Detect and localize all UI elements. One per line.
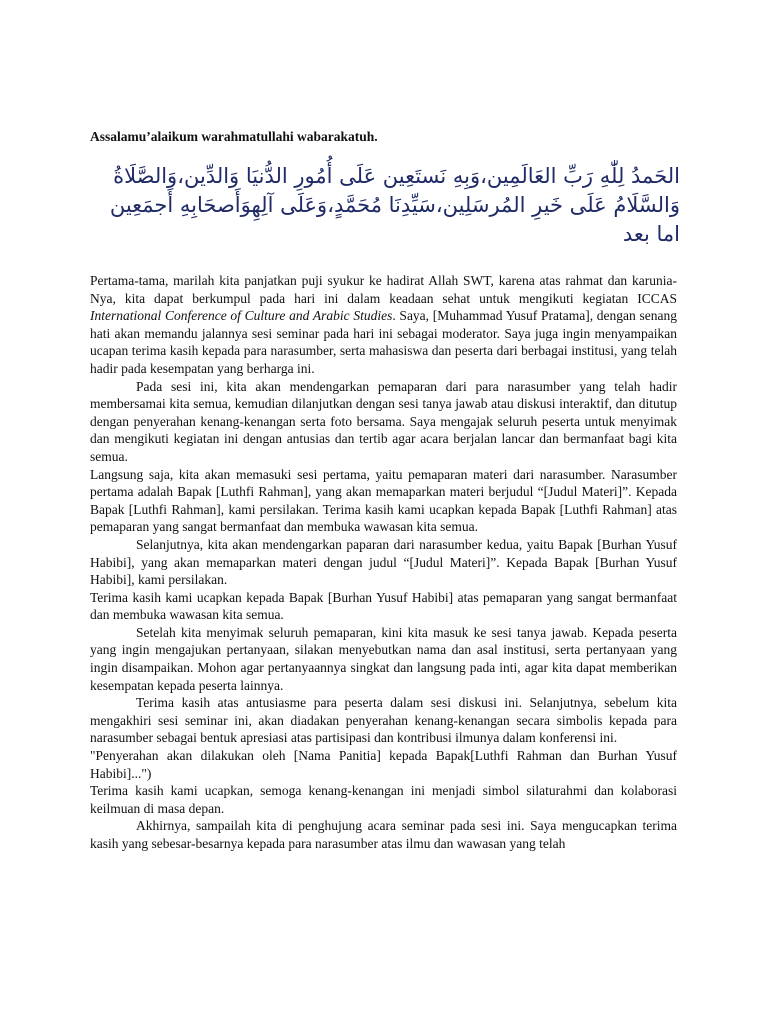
paragraph-closing: Akhirnya, sampailah kita di penghujung acara seminar pada sesi ini. Saya mengucapkan terima kasih yang sebesar-besarnya kepada para narasumber atas ilmu dan wawasan yang telah — [90, 818, 677, 851]
arabic-opening-prayer: الحَمدُ لِلّٰهِ رَبِّ العَالَمِين،وَبِهِ نَستَعِين عَلَى أُمُورِ الدُّنيَا وَالدِّين،وَالصَّلَاةُ وَالسَّلَامُ عَلَى خَيرِ المُرسَلِين،سَيِّدِنَا مُحَمَّدٍ،وَعَلَى آلِهِوَأَصحَابِهِ أَجمَعِين اما بعد — [109, 164, 680, 246]
greeting-heading: Assalamu’alaikum warahmatullahi wabarakatuh. — [90, 129, 378, 144]
paragraph-session-overview: Pada sesi ini, kita akan mendengarkan pemaparan dari para narasumber yang telah hadir membersamai kita semua, kemudian dilanjutkan dengan sesi tanya jawab atau diskusi interaktif, dan ditutup dengan penyerahan kenang-kenangan serta foto bersama. Saya mengajak seluruh peserta untuk menyimak dan mengikuti kegiatan ini dengan antusias dan tertib agar acara berjalan lancar dan bermanfaat bagi kita semua. — [90, 378, 677, 464]
paragraph-first-speaker: Langsung saja, kita akan memasuki sesi pertama, yaitu pemaparan materi dari narasumber. Narasumber pertama adalah Bapak [Luthfi Rahman], yang akan memaparkan materi berjudul “[Judul Materi]”. Kepada Bapak [Luthfi Rahman], kami persilakan. Terima kasih kami ucapkan kepada Bapak [Luthfi Rahman] atas pemaparan yang sangat bermanfaat dan membuka wawasan kita semua. — [90, 466, 677, 535]
paragraph-souvenir: Terima kasih atas antusiasme para peserta dalam sesi diskusi ini. Selanjutnya, sebelum kita mengakhiri sesi seminar ini, akan diadakan penyerahan kenang-kenangan secara simbolis kepada para narasumber sebagai bentuk apresiasi atas partisipasi dan kontribusi ilmunya dalam konferensi ini. — [90, 695, 677, 746]
paragraph-souvenir-quote: "Penyerahan akan dilakukan oleh [Nama Panitia] kepada Bapak[Luthfi Rahman dan Burhan Yusuf Habibi]...") — [90, 748, 677, 781]
paragraph-thanks-second-speaker: Terima kasih kami ucapkan kepada Bapak [Burhan Yusuf Habibi] atas pemaparan yang sangat bermanfaat dan membuka wawasan kita semua. — [90, 589, 677, 623]
paragraph-qa-session: Setelah kita menyimak seluruh pemaparan, kini kita masuk ke sesi tanya jawab. Kepada peserta yang ingin mengajukan pertanyaan, silakan menyebutkan nama dan asal institusi, serta pertanyaan yang ingin disampaikan. Mohon agar pertanyaannya singkat dan langsung pada inti, agar kita dapat memberikan kesempatan kepada peserta lainnya. — [90, 624, 677, 693]
conference-name: International Conference of Culture and Arabic Studies — [90, 308, 393, 324]
paragraph-opening: Pertama-tama, marilah kita panjatkan puji syukur ke hadirat Allah SWT, karena atas rahmat dan karunia-Nya, kita dapat berkumpul pada hari ini dalam keadaan sehat untuk mengikuti kegiatan ICCAS International Conference of Culture and Arabic Studies. Saya, [Muhammad Yusuf Pratama], dengan senang hati akan memandu jalannya sesi seminar pada hari ini sebagai moderator. Saya juga ingin menyampaikan ucapan terima kasih kepada para narasumber, serta mahasiswa dan peserta dari berbagai institusi, yang telah hadir pada kesempatan yang berharga ini. — [90, 273, 677, 376]
paragraph-second-speaker: Selanjutnya, kita akan mendengarkan paparan dari narasumber kedua, yaitu Bapak [Burhan Yusuf Habibi], yang akan memaparkan materi dengan judul “[Judul Materi]”. Kepada Bapak [Burhan Yusuf Habibi], kami persilakan. — [90, 536, 677, 588]
document-body — [90, 272, 677, 853]
paragraph-thanks-souvenir: Terima kasih kami ucapkan, semoga kenang-kenangan ini menjadi simbol silaturahmi dan kolaborasi keilmuan di masa depan. — [90, 783, 677, 816]
